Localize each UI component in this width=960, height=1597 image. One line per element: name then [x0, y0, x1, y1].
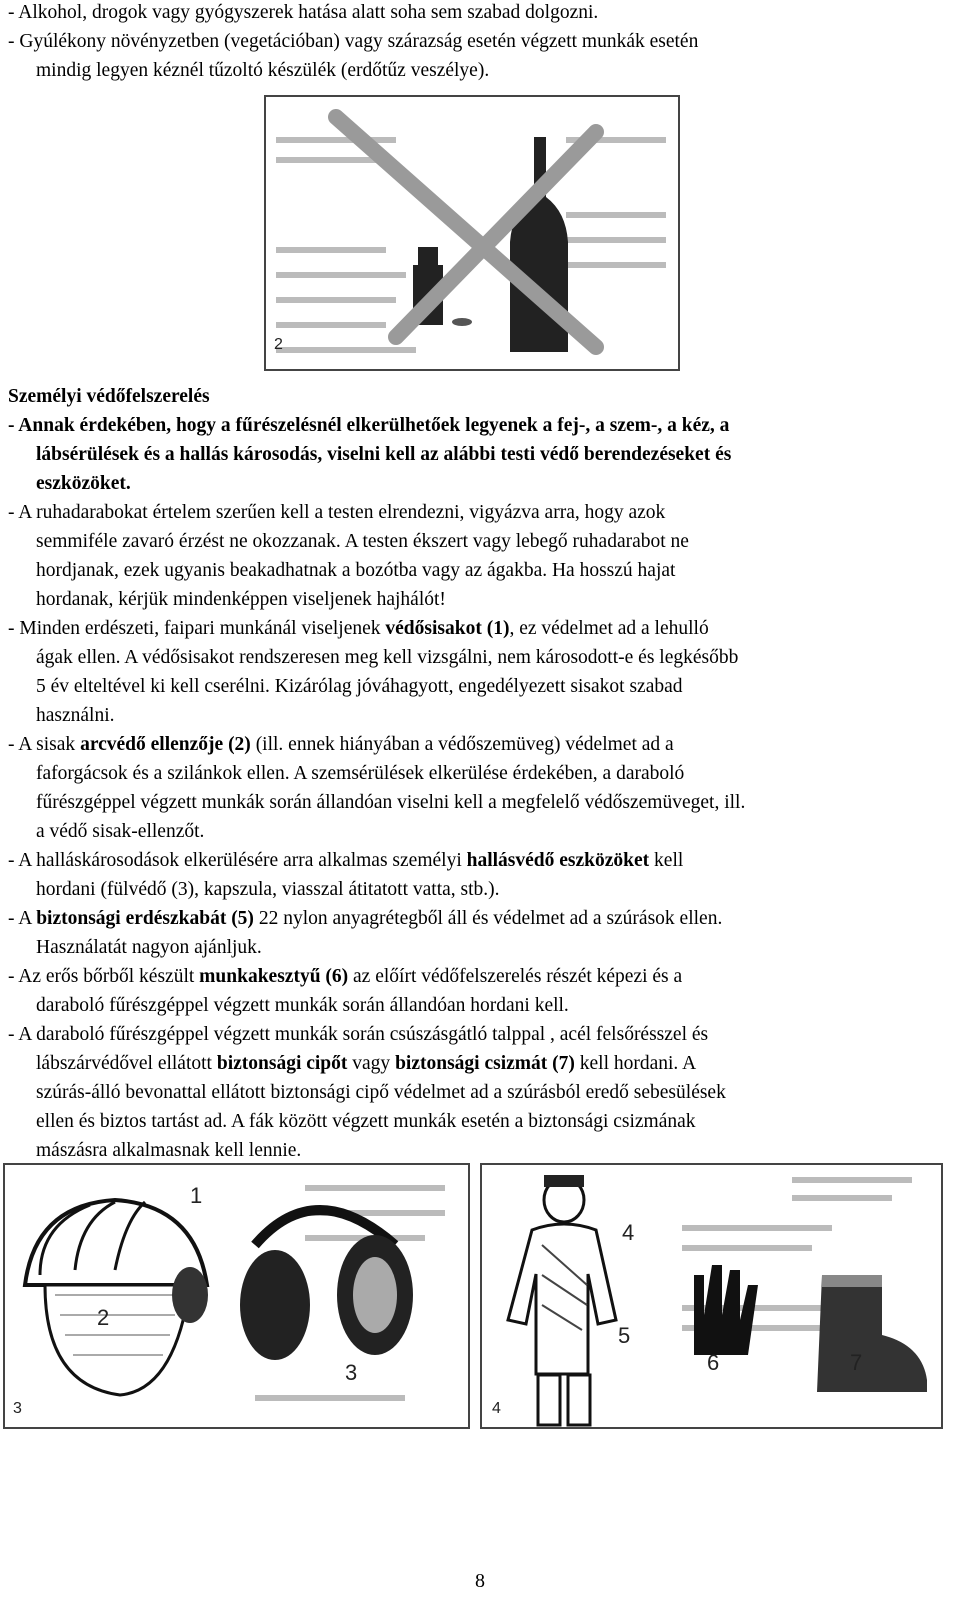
helmet-earmuff [172, 1267, 208, 1323]
bullet-line [8, 498, 948, 527]
text-segment: semmiféle zavaró érzést ne okozzanak. A testen ékszert vagy lebegő ruhadarabot ne [36, 531, 689, 552]
bullet-line [8, 817, 948, 846]
intro-line: mindig legyen kéznél tűzoltó készülék (erdőtűz veszélye). [36, 60, 490, 81]
crossed-bottles-image [266, 97, 678, 369]
safety-boot [817, 1275, 927, 1392]
figure-number: 4 [492, 1400, 501, 1417]
text-segment: a védő sisak-ellenzőt. [36, 821, 205, 842]
intro-bullets [8, 0, 948, 85]
bullet-line [8, 469, 948, 498]
text-segment: biztonsági cipőt [216, 1053, 348, 1074]
forestry-jacket [508, 1224, 616, 1374]
text-segment: használni. [36, 705, 115, 726]
bullet-line [8, 730, 948, 759]
earmuff-cup [240, 1250, 310, 1360]
bullet-line [8, 1078, 948, 1107]
text-segment: munkakesztyű (6) [199, 966, 349, 987]
bullet-line [8, 1136, 948, 1165]
text-segment: - Annak érdekében, hogy a fűrészelésnél elkerülhetőek legyenek a fej-, a szem-, a kéz, a [8, 415, 730, 436]
section-title: Személyi védőfelszerelés [8, 386, 210, 407]
helmet-earmuff-figure [3, 1163, 470, 1429]
text-segment: hordani (fülvédő (3), kapszula, viasszal átitatott vatta, stb.). [36, 879, 500, 900]
text-segment: eszközöket. [36, 473, 131, 494]
bullet-line [8, 556, 948, 585]
alcohol-prohibited-figure [264, 95, 680, 371]
bullet-line [8, 411, 948, 440]
text-segment: , ez védelmet ad a lehulló [509, 618, 709, 639]
bullet-line [8, 904, 948, 933]
text-segment: - Az erős bőrből készült [8, 966, 200, 987]
text-segment: fűrészgéppel végzett munkák során állandóan viselni kell a megfelelő védőszemüveget, ill. [36, 792, 746, 813]
bullet-line [8, 962, 948, 991]
bullet-line [8, 933, 948, 962]
figure-number: 2 [274, 336, 283, 353]
text-segment: lábsérülések és a hallás károsodás, viselni kell az alábbi testi védő berendezéseket és [36, 444, 732, 465]
text-segment: kell hordani. A [574, 1053, 697, 1074]
text-segment: biztonsági erdészkabát (5) [36, 908, 254, 929]
text-segment: Használatát nagyon ajánljuk. [36, 937, 262, 958]
bullet-line [8, 991, 948, 1020]
label-helmet: 1 [190, 1183, 203, 1208]
label-boot: 7 [850, 1350, 863, 1375]
bullet-line [8, 672, 948, 701]
text-segment: - A [8, 908, 37, 929]
text-segment: - Minden erdészeti, faipari munkánál viseljenek [8, 618, 386, 639]
figure-number: 3 [13, 1400, 22, 1417]
clothing-figure [480, 1163, 943, 1429]
bullet-line [8, 585, 948, 614]
text-segment: hordjanak, ezek ugyanis beakadhatnak a bozótba vagy az ágakba. Ha hosszú hajat [36, 560, 676, 581]
bullet-line [8, 614, 948, 643]
ppe-section [8, 382, 948, 1165]
text-segment: (ill. ennek hiányában a védőszemüveg) védelmet ad a [250, 734, 674, 755]
label-jacket: 5 [618, 1323, 631, 1348]
text-segment: mászásra alkalmasnak kell lennie. [36, 1140, 302, 1161]
text-segment: - A halláskárosodások elkerülésére arra alkalmas személyi [8, 850, 467, 871]
bullet-line [8, 846, 948, 875]
text-segment: az előírt védőfelszerelés részét képezi és a [348, 966, 683, 987]
bullet-line [8, 701, 948, 730]
bullet-line [8, 875, 948, 904]
text-segment: - A sisak [8, 734, 81, 755]
text-segment: lábszárvédővel ellátott [36, 1053, 217, 1074]
text-segment: arcvédő ellenzője (2) [80, 734, 251, 755]
text-segment: szúrás-álló bevonattal ellátott biztonsági cipő védelmet ad a szúrásból eredő sebesülések [36, 1082, 726, 1103]
text-segment: biztonsági csizmát (7) [395, 1053, 575, 1074]
bullet-line [8, 440, 948, 469]
text-segment: hordanak, kérjük mindenképpen viseljenek hajhálót! [36, 589, 446, 610]
intro-line: - Alkohol, drogok vagy gyógyszerek hatása alatt soha sem szabad dolgozni. [8, 2, 599, 23]
text-segment: ágak ellen. A védősisakot rendszeresen meg kell vizsgálni, nem károsodott-e és legkésőbb [36, 647, 739, 668]
bullet-line [8, 527, 948, 556]
text-segment: - A ruhadarabokat értelem szerűen kell a testen elrendezni, vigyázva arra, hogy azok [8, 502, 666, 523]
page-number: 8 [475, 1570, 485, 1592]
text-segment: faforgácsok és a szilánkok ellen. A szemsérülések elkerülése érdekében, a daraboló [36, 763, 685, 784]
bullet-line [8, 1020, 948, 1049]
bullet-line [8, 1107, 948, 1136]
bullet-line [8, 643, 948, 672]
label-earmuff: 3 [345, 1360, 358, 1385]
work-glove [694, 1265, 758, 1355]
intro-line: - Gyúlékony növényzetben (vegetációban) vagy szárazság esetén végzett munkák esetén [8, 31, 699, 52]
label-glove: 6 [707, 1350, 720, 1375]
text-segment: ellen és biztos tartást ad. A fák között végzett munkák esetén a biztonsági csizmának [36, 1111, 696, 1132]
ppe-bullets [8, 411, 948, 1165]
text-segment: - A daraboló fűrészgéppel végzett munkák során csúszásgátló talppal , acél felsőrésszel és [8, 1024, 709, 1045]
bullet-line [8, 788, 948, 817]
text-segment: vagy [347, 1053, 396, 1074]
label-visor: 2 [97, 1305, 110, 1330]
bullet-line [8, 759, 948, 788]
text-segment: védősisakot (1) [385, 618, 510, 639]
text-segment: hallásvédő eszközöket [466, 850, 650, 871]
bullet-line [8, 1049, 948, 1078]
text-segment: 5 év elteltével ki kell cserélni. Kizárólag jóváhagyott, engedélyezett sisakot szabad [36, 676, 683, 697]
text-segment: kell [649, 850, 684, 871]
face-shield [45, 1285, 190, 1395]
label-helmet-ref: 4 [622, 1220, 635, 1245]
text-segment: daraboló fűrészgéppel végzett munkák során állandóan hordani kell. [36, 995, 569, 1016]
text-segment: 22 nylon anyagrétegből áll és védelmet ad a szúrások ellen. [253, 908, 723, 929]
